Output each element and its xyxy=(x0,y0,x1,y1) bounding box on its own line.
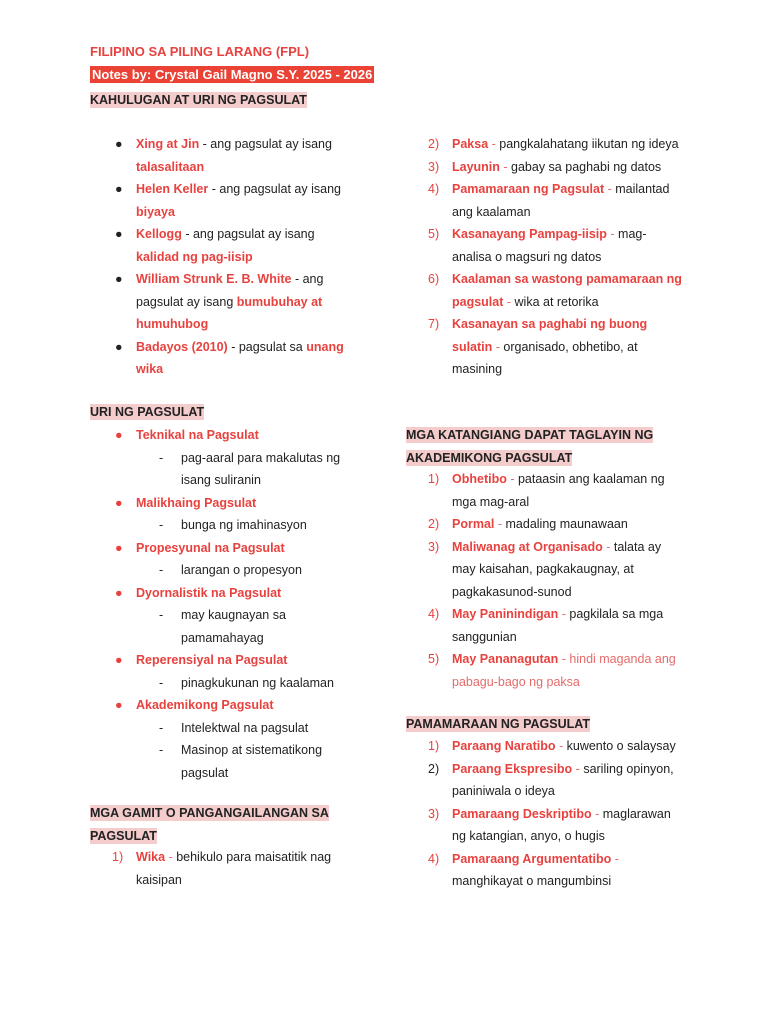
page-title: FILIPINO SA PILING LARANG (FPL) xyxy=(90,44,310,59)
list-item: 2) Paraang Ekspresibo - sariling opinyon, paniniwala o ideya xyxy=(428,761,674,798)
katangian-list xyxy=(428,468,682,693)
list-item: ● Akademikong Pagsulat xyxy=(115,698,274,712)
list-item: ● Dyornalistik na Pagsulat xyxy=(115,585,282,600)
gamit-list-continued xyxy=(428,133,682,381)
list-item: 1) Wika - behikulo para maisatitik nag kaisipan xyxy=(112,850,332,887)
section-heading-pamamaraan: PAMAMARAAN NG PAGSULAT xyxy=(406,717,591,731)
list-item: ● Helen Keller - ang pagsulat ay isang biyaya xyxy=(115,182,341,219)
list-item: 3) Layunin - gabay sa paghabi ng datos xyxy=(428,159,662,174)
sub-item: - bunga ng imahinasyon xyxy=(159,518,307,532)
list-item: 2) Pormal - madaling maunawaan xyxy=(428,517,628,531)
section-heading-kahulugan: KAHULUGAN AT URI NG PAGSULAT xyxy=(90,93,307,107)
list-item: ● Kellogg - ang pagsulat ay isang kalidad ng pag-iisip xyxy=(115,227,315,264)
sub-item: - may kaugnayan sa pamamahayag xyxy=(159,608,286,645)
list-item: 2) Paksa - pangkalahatang iikutan ng ideya xyxy=(428,137,679,151)
notes-byline: Notes by: Crystal Gail Magno S.Y. 2025 - 2026 xyxy=(92,67,373,82)
kahulugan-list xyxy=(115,133,366,381)
pamamaraan-list xyxy=(428,735,682,893)
uri-list xyxy=(115,424,376,784)
sub-item: - larangan o propesyon xyxy=(159,563,302,577)
list-item: ● William Strunk E. B. White - ang pagsulat ay isang bumubuhay at humuhubog xyxy=(115,272,324,331)
list-item: ● Reperensiyal na Pagsulat xyxy=(115,653,288,667)
list-item: 5) May Pananagutan - hindi maganda ang pabagu-bago ng paksa xyxy=(428,652,676,689)
sub-item: - Masinop at sistematikong pagsulat xyxy=(159,743,323,780)
list-item: ● Malikhaing Pagsulat xyxy=(115,495,257,510)
list-item: ● Xing at Jin - ang pagsulat ay isang talasalitaan xyxy=(115,137,332,174)
list-item: 5) Kasanayang Pampag-iisip - mag-analisa o magsuri ng datos xyxy=(428,227,647,264)
list-item: 1) Paraang Naratibo - kuwento o salaysay xyxy=(428,739,676,753)
list-item: 4) Pamamaraan ng Pagsulat - mailantad ang kaalaman xyxy=(428,182,670,219)
list-item: 3) Maliwanag at Organisado - talata ay may kaisahan, pagkakaugnay, at pagkakasunod-sunod xyxy=(428,539,662,599)
list-item: 6) Kaalaman sa wastong pamamaraan ng pagsulat - wika at retorika xyxy=(428,272,682,309)
list-item: ● Teknikal na Pagsulat xyxy=(115,428,259,442)
sub-item: - Intelektwal na pagsulat xyxy=(159,720,309,735)
sub-item: - pinagkukunan ng kaalaman xyxy=(159,675,334,690)
section-heading-uri: URI NG PAGSULAT xyxy=(90,405,205,419)
list-item: 1) Obhetibo - pataasin ang kaalaman ng mga mag-aral xyxy=(428,472,665,509)
section-heading-katangian: MGA KATANGIANG DAPAT TAGLAYIN NG AKADEMIKONG PAGSULAT xyxy=(406,428,654,465)
section-heading-gamit: MGA GAMIT O PANGANGAILANGAN SA PAGSULAT xyxy=(90,806,329,843)
list-item: ● Badayos (2010) - pagsulat sa unang wika xyxy=(115,339,344,376)
list-item: 4) Pamaraang Argumentatibo - manghikayat o mangumbinsi xyxy=(428,851,619,888)
list-item: 4) May Paninindigan - pagkilala sa mga sanggunian xyxy=(428,607,664,644)
gamit-list-start xyxy=(112,846,366,891)
list-item: ● Propesyunal na Pagsulat xyxy=(115,540,285,555)
list-item: 7) Kasanayan sa paghabi ng buong sulatin - organisado, obhetibo, at masining xyxy=(428,317,648,376)
list-item: 3) Pamaraang Deskriptibo - maglarawan ng katangian, anyo, o hugis xyxy=(428,806,671,843)
sub-item: - pag-aaral para makalutas ng isang suliranin xyxy=(159,450,341,487)
